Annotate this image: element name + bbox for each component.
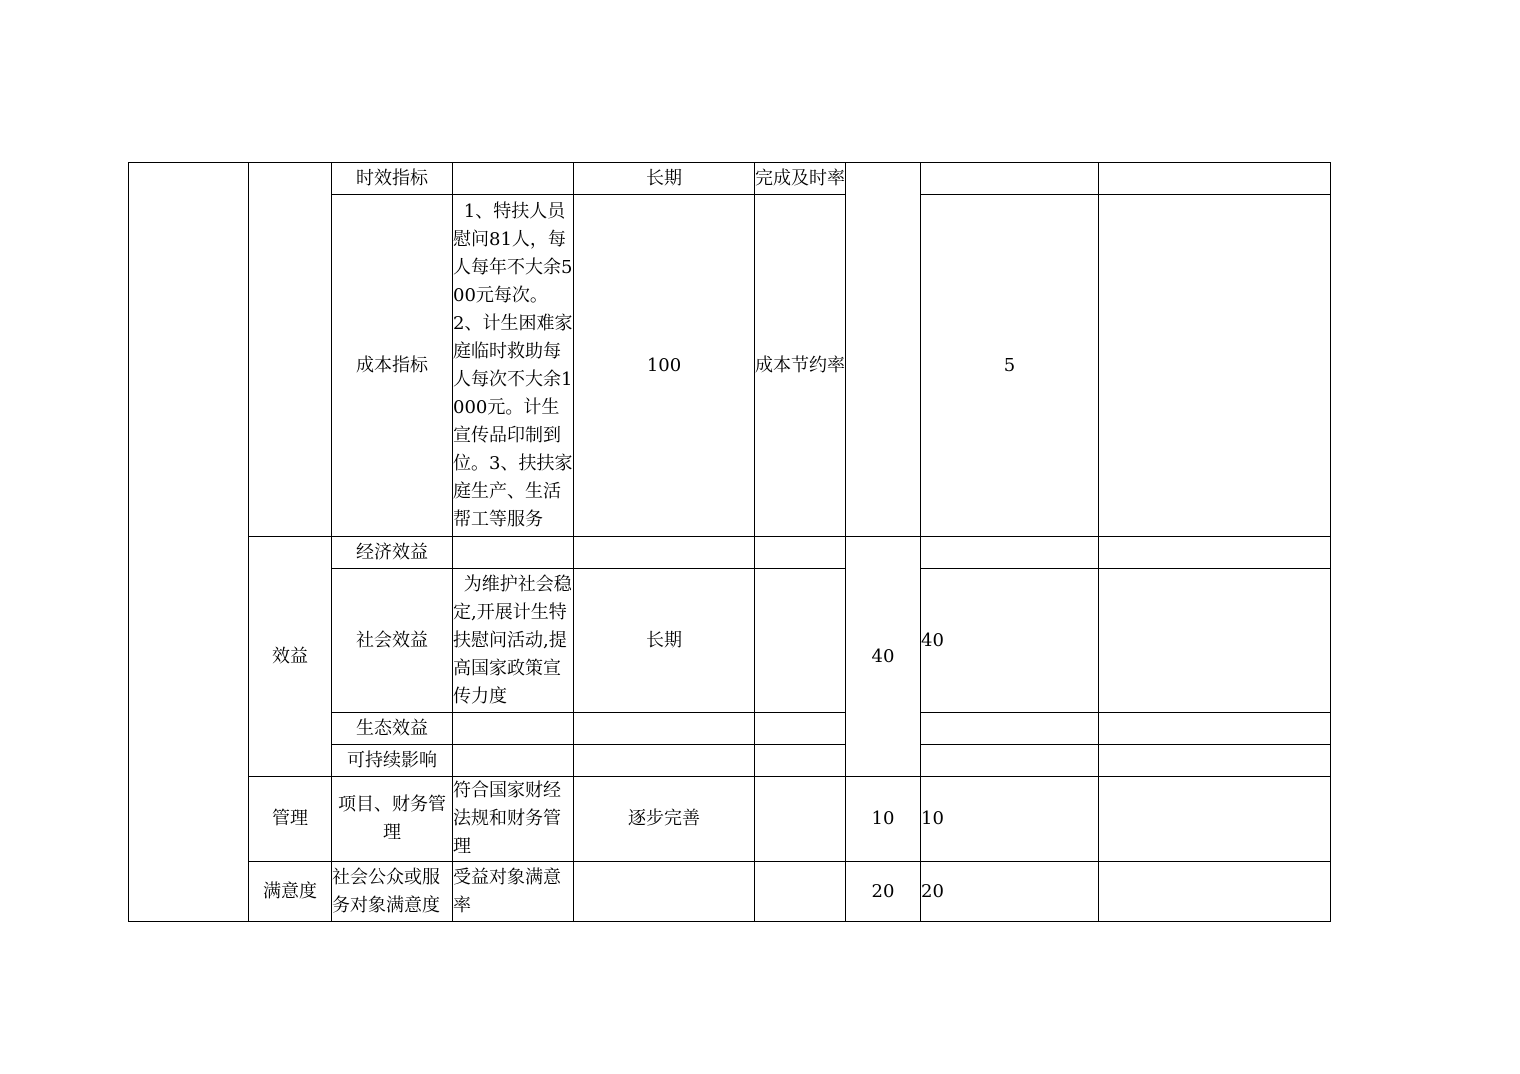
score-cell: 20 (921, 862, 1099, 922)
content-cell (453, 163, 574, 195)
performance-evaluation-table (128, 162, 1331, 922)
category-cell: 管理 (249, 777, 332, 862)
measure-cell (755, 777, 846, 862)
measure-cell: 成本节约率 (755, 195, 846, 537)
measure-cell (755, 537, 846, 569)
note-cell (1099, 745, 1331, 777)
target-cell: 长期 (574, 163, 755, 195)
content-cell (453, 713, 574, 745)
target-cell (574, 862, 755, 922)
measure-cell: 完成及时率 (755, 163, 846, 195)
indicator-cell: 经济效益 (332, 537, 453, 569)
table-row (129, 163, 1331, 195)
note-cell (1099, 537, 1331, 569)
note-cell (1099, 195, 1331, 537)
target-cell (574, 713, 755, 745)
category-cell: 满意度 (249, 862, 332, 922)
target-cell: 逐步完善 (574, 777, 755, 862)
blank-first-column-cell (129, 163, 249, 922)
weight-cell (846, 163, 921, 537)
table-row (129, 537, 1331, 569)
measure-cell (755, 569, 846, 713)
note-cell (1099, 713, 1331, 745)
indicator-cell: 项目、财务管理 (332, 777, 453, 862)
target-cell: 长期 (574, 569, 755, 713)
indicator-cell: 社会效益 (332, 569, 453, 713)
indicator-cell: 生态效益 (332, 713, 453, 745)
score-cell (921, 537, 1099, 569)
score-cell (921, 745, 1099, 777)
measure-cell (755, 713, 846, 745)
note-cell (1099, 862, 1331, 922)
weight-cell: 10 (846, 777, 921, 862)
note-cell (1099, 777, 1331, 862)
score-cell: 10 (921, 777, 1099, 862)
target-cell (574, 745, 755, 777)
indicator-cell: 可持续影响 (332, 745, 453, 777)
indicator-cell: 成本指标 (332, 195, 453, 537)
measure-cell (755, 862, 846, 922)
weight-cell: 20 (846, 862, 921, 922)
score-cell: 40 (921, 569, 1099, 713)
target-cell: 100 (574, 195, 755, 537)
measure-cell (755, 745, 846, 777)
indicator-cell: 社会公众或服务对象满意度 (332, 862, 453, 922)
indicator-cell: 时效指标 (332, 163, 453, 195)
weight-cell: 40 (846, 537, 921, 777)
score-cell: 5 (921, 195, 1099, 537)
content-cell (453, 745, 574, 777)
target-cell (574, 537, 755, 569)
content-cell: 符合国家财经法规和财务管理 (453, 777, 574, 862)
content-cell: 1、特扶人员慰问81人，每人每年不大余500元每次。2、计生困难家庭临时救助每人每次不大余1000元。计生宣传品印制到位。3、扶扶家庭生产、生活帮工等服务 (453, 195, 574, 537)
table-row (129, 862, 1331, 922)
category-cell: 效益 (249, 537, 332, 777)
note-cell (1099, 163, 1331, 195)
note-cell (1099, 569, 1331, 713)
score-cell (921, 163, 1099, 195)
table-row (129, 777, 1331, 862)
score-cell (921, 713, 1099, 745)
content-cell: 为维护社会稳定,开展计生特扶慰问活动,提高国家政策宣传力度 (453, 569, 574, 713)
blank-category-cell (249, 163, 332, 537)
content-cell: 受益对象满意率 (453, 862, 574, 922)
content-cell (453, 537, 574, 569)
